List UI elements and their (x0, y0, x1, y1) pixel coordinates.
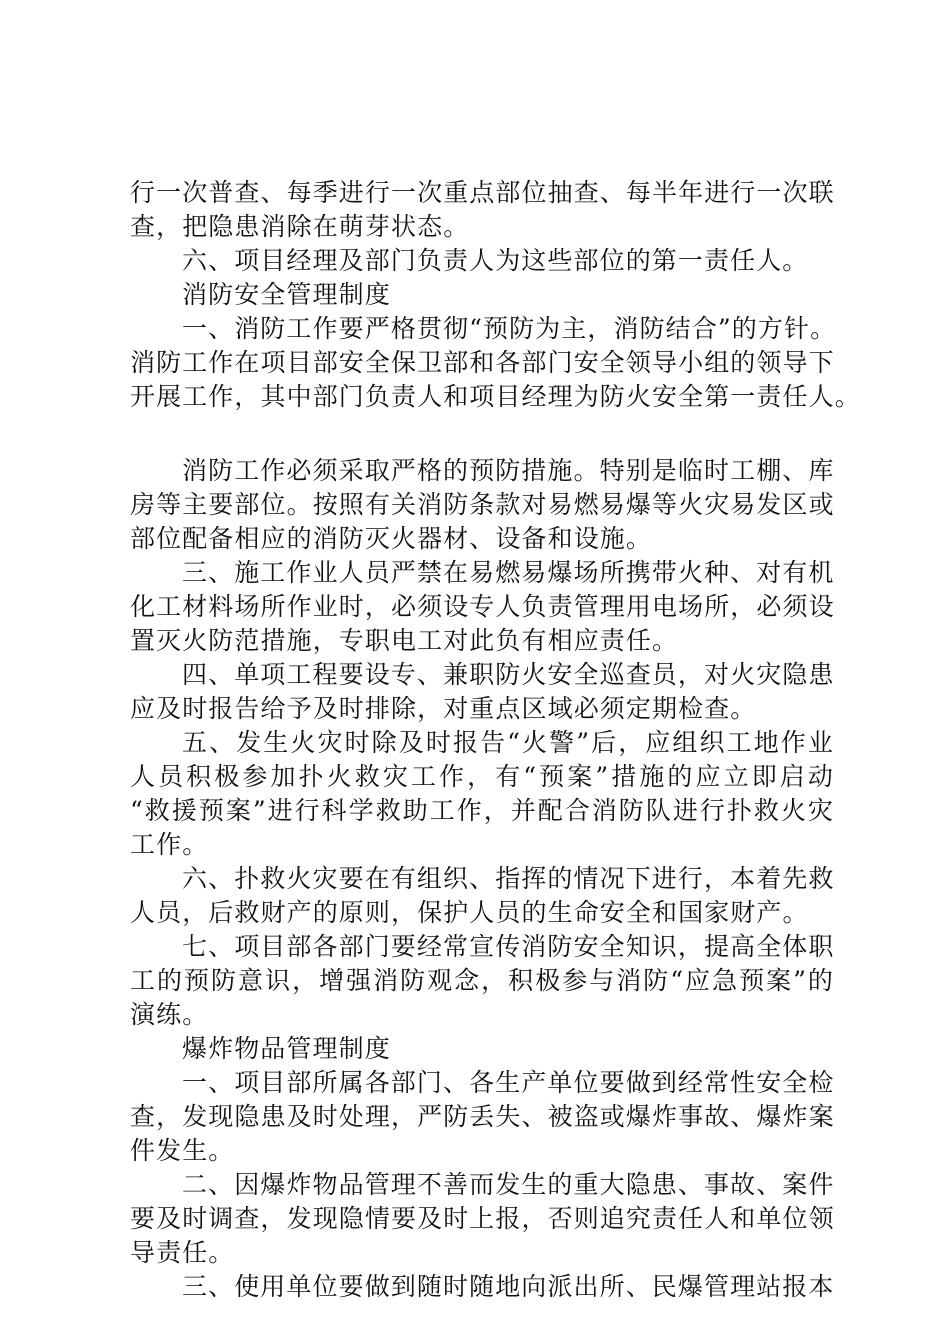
text-line: 部位配备相应的消防灭火器材、设备和设施。 (130, 524, 653, 553)
text-line: 件发生。 (130, 1136, 235, 1165)
text-line: 消防工作必须采取严格的预防措施。特别是临时工棚、库 (182, 456, 835, 485)
text-line: 开展工作，其中部门负责人和项目经理为防火安全第一责任人。 (130, 382, 861, 411)
text-line: 化工材料场所作业时，必须设专人负责管理用电场所，必须设 (130, 592, 835, 621)
text-line: 三、使用单位要做到随时随地向派出所、民爆管理站报本 (182, 1272, 835, 1301)
text-line: 应及时报告给予及时排除，对重点区域必须定期检查。 (130, 694, 757, 723)
text-line: 人员，后救财产的原则，保护人员的生命安全和国家财产。 (130, 898, 809, 927)
text-line: 房等主要部位。按照有关消防条款对易燃易爆等火灾易发区或 (130, 490, 835, 519)
text-line: 导责任。 (130, 1238, 235, 1267)
text-line: 二、因爆炸物品管理不善而发生的重大隐患、事故、案件 (182, 1170, 835, 1199)
paragraph-gap (130, 414, 834, 454)
text-line: 要及时调查，发现隐情要及时上报，否则追究责任人和单位领 (130, 1204, 835, 1233)
section-heading: 消防安全管理制度 (182, 280, 391, 309)
text-line: 置灭火防范措施，专职电工对此负有相应责任。 (130, 626, 679, 655)
text-line: 七、项目部各部门要经常宣传消防安全知识，提高全体职 (182, 932, 835, 961)
document-body (130, 176, 861, 1304)
text-line: “救援预案”进行科学救助工作，并配合消防队进行扑救火灾 (130, 796, 834, 825)
text-line: 查，把隐患消除在萌芽状态。 (130, 212, 470, 241)
text-line: 三、施工作业人员严禁在易燃易爆场所携带火种、对有机 (182, 558, 835, 587)
text-line: 六、扑救火灾要在有组织、指挥的情况下进行，本着先救 (182, 864, 835, 893)
text-line: 行一次普查、每季进行一次重点部位抽查、每半年进行一次联 (130, 178, 835, 207)
text-line: 一、项目部所属各部门、各生产单位要做到经常性安全检 (182, 1068, 835, 1097)
text-line: 演练。 (130, 1000, 209, 1029)
text-line: 工作。 (130, 830, 209, 859)
text-line: 工的预防意识，增强消防观念，积极参与消防“应急预案”的 (130, 966, 834, 995)
text-line: 五、发生火灾时除及时报告“火警”后，应组织工地作业 (182, 728, 834, 757)
text-line: 六、项目经理及部门负责人为这些部位的第一责任人。 (182, 246, 809, 275)
text-line: 查，发现隐患及时处理，严防丢失、被盗或爆炸事故、爆炸案 (130, 1102, 835, 1131)
section-heading: 爆炸物品管理制度 (182, 1034, 391, 1063)
text-line: 一、消防工作要严格贯彻“预防为主，消防结合”的方针。 (182, 314, 837, 343)
text-line: 人员积极参加扑火救灾工作，有“预案”措施的应立即启动 (130, 762, 834, 791)
text-line: 消防工作在项目部安全保卫部和各部门安全领导小组的领导下 (130, 348, 835, 377)
text-line: 四、单项工程要设专、兼职防火安全巡查员，对火灾隐患 (182, 660, 835, 689)
